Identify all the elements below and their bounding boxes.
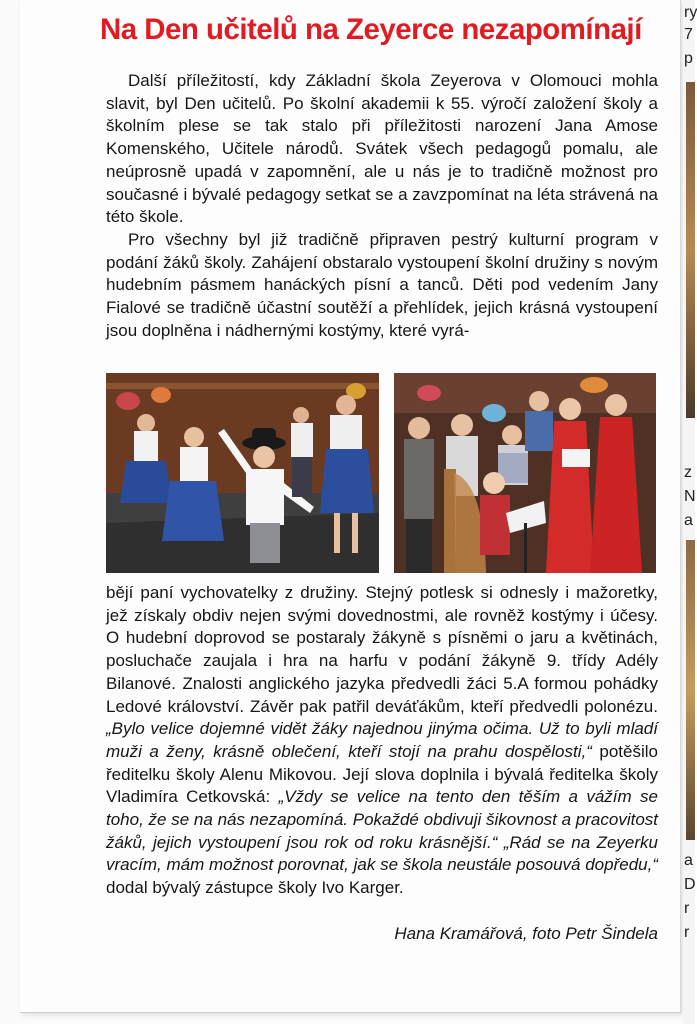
choir-illustration <box>394 373 656 573</box>
paragraph-1: Další příležitostí, kdy Základní škola Zeyerova v Olomouci mohla slavit, byl Den učitelů. Po školní akademii k 55. výročí založení školy a školním plese se tak stalo při příležitosti narození Jana Amose Komenského, Učitele národů. Svátek všech pedagogů pomalu, ale neúprosně upadá v zapomnění, ale u nás je to tradičně možnost pro současné i bývalé pedagogy setkat se a zavzpomínat na léta strávená na této škole. <box>106 71 658 227</box>
adjacent-letter: z <box>684 464 692 481</box>
folk-dance-illustration <box>106 373 379 573</box>
adjacent-letter: r <box>684 900 690 917</box>
adjacent-letter: ry <box>684 4 697 21</box>
paragraph-2-start: Pro všechny byl již tradičně připraven pestrý kulturní program v podání žáků školy. Zahájení obstaralo vystoupení školní družiny s novým hudebním pásmem hanáckých písní a tanců. Děti pod vedením Jany Fialové se tradičně účastní soutěží a přehlídek, jejich krásná vystoupení jsou doplněna i nádhernými kostýmy, které vyrá- <box>106 229 658 340</box>
adjacent-letter: D <box>684 876 696 893</box>
photo-children-folk-dance <box>106 373 379 573</box>
quote-director: „Bylo velice dojemné vidět žáky najednou jinýma očima. Už to byli mladí muži a ženy, krásně oblečení, kteří stojí na prahu dospělosti,“ <box>106 719 658 761</box>
article-text-top <box>106 70 658 342</box>
adjacent-letter: r <box>684 924 690 941</box>
article-text-bottom <box>106 582 658 900</box>
adjacent-letter: 7 <box>684 26 693 43</box>
adjacent-letter: a <box>684 512 693 529</box>
adjacent-photo-1 <box>686 82 695 418</box>
paragraph-2-end <box>106 582 658 900</box>
article-byline: Hana Kramářová, foto Petr Šindela <box>394 924 658 943</box>
adjacent-letter: N <box>684 488 696 505</box>
paragraph-2-continuation: bějí paní vychovatelky z družiny. Stejný potlesk si odnesly i mažoretky, jež získaly obdiv nejen svými dovednostmi, ale rovněž kostýmy i účesy. O hudební doprovod se postaraly žákyně s písněmi o jaru a květinách, posluchače zaujala i hra na harfu v podání žákyně 9. třídy Adély Bilanové. Znalosti anglického jazyka předvedli žáci 5.A formou pohádky Ledové království. Závěr pak patřil deváťákům, kteří předvedli polonézu. <box>106 583 658 716</box>
adjacent-letter: a <box>684 852 693 869</box>
adjacent-photo-2 <box>686 540 695 840</box>
photo-girls-choir-harp <box>394 373 656 573</box>
text-after-first-quote: potěšilo ředitelku školy Alenu Mikovou. Její slova doplnila i bývalá ředitelka školy Vladimíra Cetkovská: <box>106 741 658 807</box>
text-after-second-quote: dodal bývalý zástupce školy Ivo Karger. <box>106 878 404 898</box>
article-headline: Na Den učitelů na Zeyerce nezapomínají <box>100 13 642 46</box>
quote-former-staff: „Vždy se velice na tento den těším a vážím se toho, že se na nás nezapomíná. Pokaždé obdivuji šikovnost a pracovitost žáků, jejich vystoupení jsou rok od roku krásnější.“ „Rád se na Zeyerku vracím, mám možnost porovnat, jak se škola neustále posouvá dopředu,“ <box>106 787 658 875</box>
adjacent-letter: p <box>684 50 693 67</box>
